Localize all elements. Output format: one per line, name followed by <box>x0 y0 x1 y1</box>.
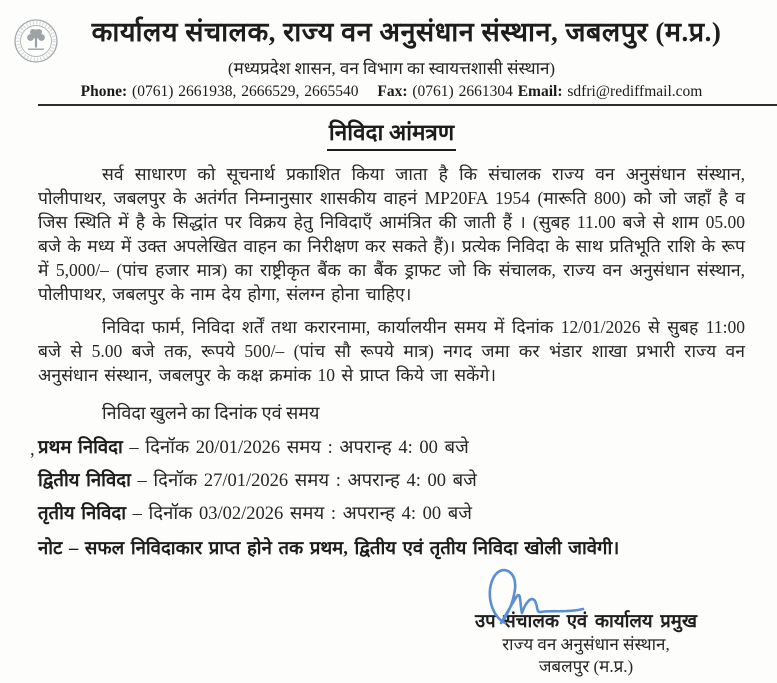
fax-value: (0761) 2661304 <box>412 83 513 100</box>
tender-label: तृतीय निविदा <box>38 504 126 524</box>
signatory-org: राज्य वन अनुसंधान संस्थान, <box>502 635 670 654</box>
signatory-place: जबलपुर (म.प्र.) <box>538 657 634 676</box>
tender-detail: – दिनॉक 03/02/2026 समय : अपरान्ह 4: 00 बजे <box>132 504 473 524</box>
tender-row-second <box>38 468 745 494</box>
letterhead <box>38 12 745 106</box>
letterhead-divider <box>38 104 777 106</box>
fax-label: Fax: <box>377 83 408 100</box>
tender-schedule-list <box>30 435 745 527</box>
notice-title: निविदा आंमत्रण <box>327 120 456 151</box>
stray-comma-mark: , <box>30 440 35 460</box>
email-value: sdfri@rediffmail.com <box>567 83 703 100</box>
tender-detail: – दिनॉक 20/01/2026 समय : अपरान्ह 4: 00 बजे <box>129 438 469 458</box>
org-subtitle: (मध्यप्रदेश शासन, वन विभाग का स्वायत्तशासी संस्थान) <box>227 59 556 78</box>
signature-block <box>455 611 717 678</box>
institute-seal <box>13 18 59 64</box>
tender-label: द्वितीय निविदा <box>38 471 131 491</box>
tree-seal-icon <box>13 18 59 64</box>
tender-row-first <box>30 435 745 461</box>
tender-label: प्रथम निविदा <box>38 438 123 458</box>
tender-detail: – दिनॉक 27/01/2026 समय : अपरान्ह 4: 00 बजे <box>137 471 477 491</box>
phone-label: Phone: <box>80 83 128 100</box>
signatory-designation: उप संचालक एवं कार्यालय प्रमुख <box>475 612 697 632</box>
org-title: कार्यालय संचालक, राज्य वन अनुसंधान संस्थान, जबलपुर (म.प्र.) <box>91 17 722 47</box>
tender-opening-heading: निविदा खुलने का दिनांक एवं समय <box>102 403 320 423</box>
phone-value: (0761) 2661938, 2666529, 2665540 <box>132 83 359 100</box>
tender-row-third <box>38 501 745 527</box>
contact-line <box>38 82 745 101</box>
note-line: नोट – सफल निविदाकार प्राप्त होने तक प्रथम, द्वितीय एवं तृतीय निविदा खोली जावेगी। <box>38 539 620 559</box>
notice-paragraph-2: निविदा फार्म, निविदा शर्तें तथा करारनामा, कार्यालयीन समय में दिनांक 12/01/2026 से सुबह 11:00 बजे से 5.00 बजे तक, रूपये 500/– (पांच सौ रूपये मात्र) नगद जमा कर भंडार शाखा प्रभारी राज्य वन अनुसंधान संस्थान, जबलपुर के कक्ष क्रमांक 10 से प्राप्त किये जा सकेंगे। <box>38 317 745 385</box>
notice-body <box>30 120 745 678</box>
notice-paragraph-1: सर्व साधारण को सूचनार्थ प्रकाशित किया जाता है कि संचालक राज्य वन अनुसंधान संस्थान, पोलीपाथर, जबलपुर के अतंर्गत निम्नानुसार शासकीय वाहनं MP20FA 1954 (मारूति 800) को जो जहाँ है व जिस स्थिति में है के सिद्धांत पर विक्रय हेतु निविदाएँ आमंत्रित की जाती हैं । (सुबह 11.00 बजे से शाम 05.00 बजे के मध्य में उक्त अपलेखित वाहन का निरीक्षण कर सकते हैं)। प्रत्येक निविदा के साथ प्रतिभूति राशि के रूप में 5,000/– (पांच हजार मात्र) का राष्ट्रीकृत बैंक का बैंक ड्राफट जो कि संचालक, राज्य वन अनुसंधान संस्थान, पोलीपाथर, जबलपुर के नाम देय होगा, संलग्न होना चाहिए। <box>38 164 745 304</box>
email-label: Email: <box>517 83 563 100</box>
